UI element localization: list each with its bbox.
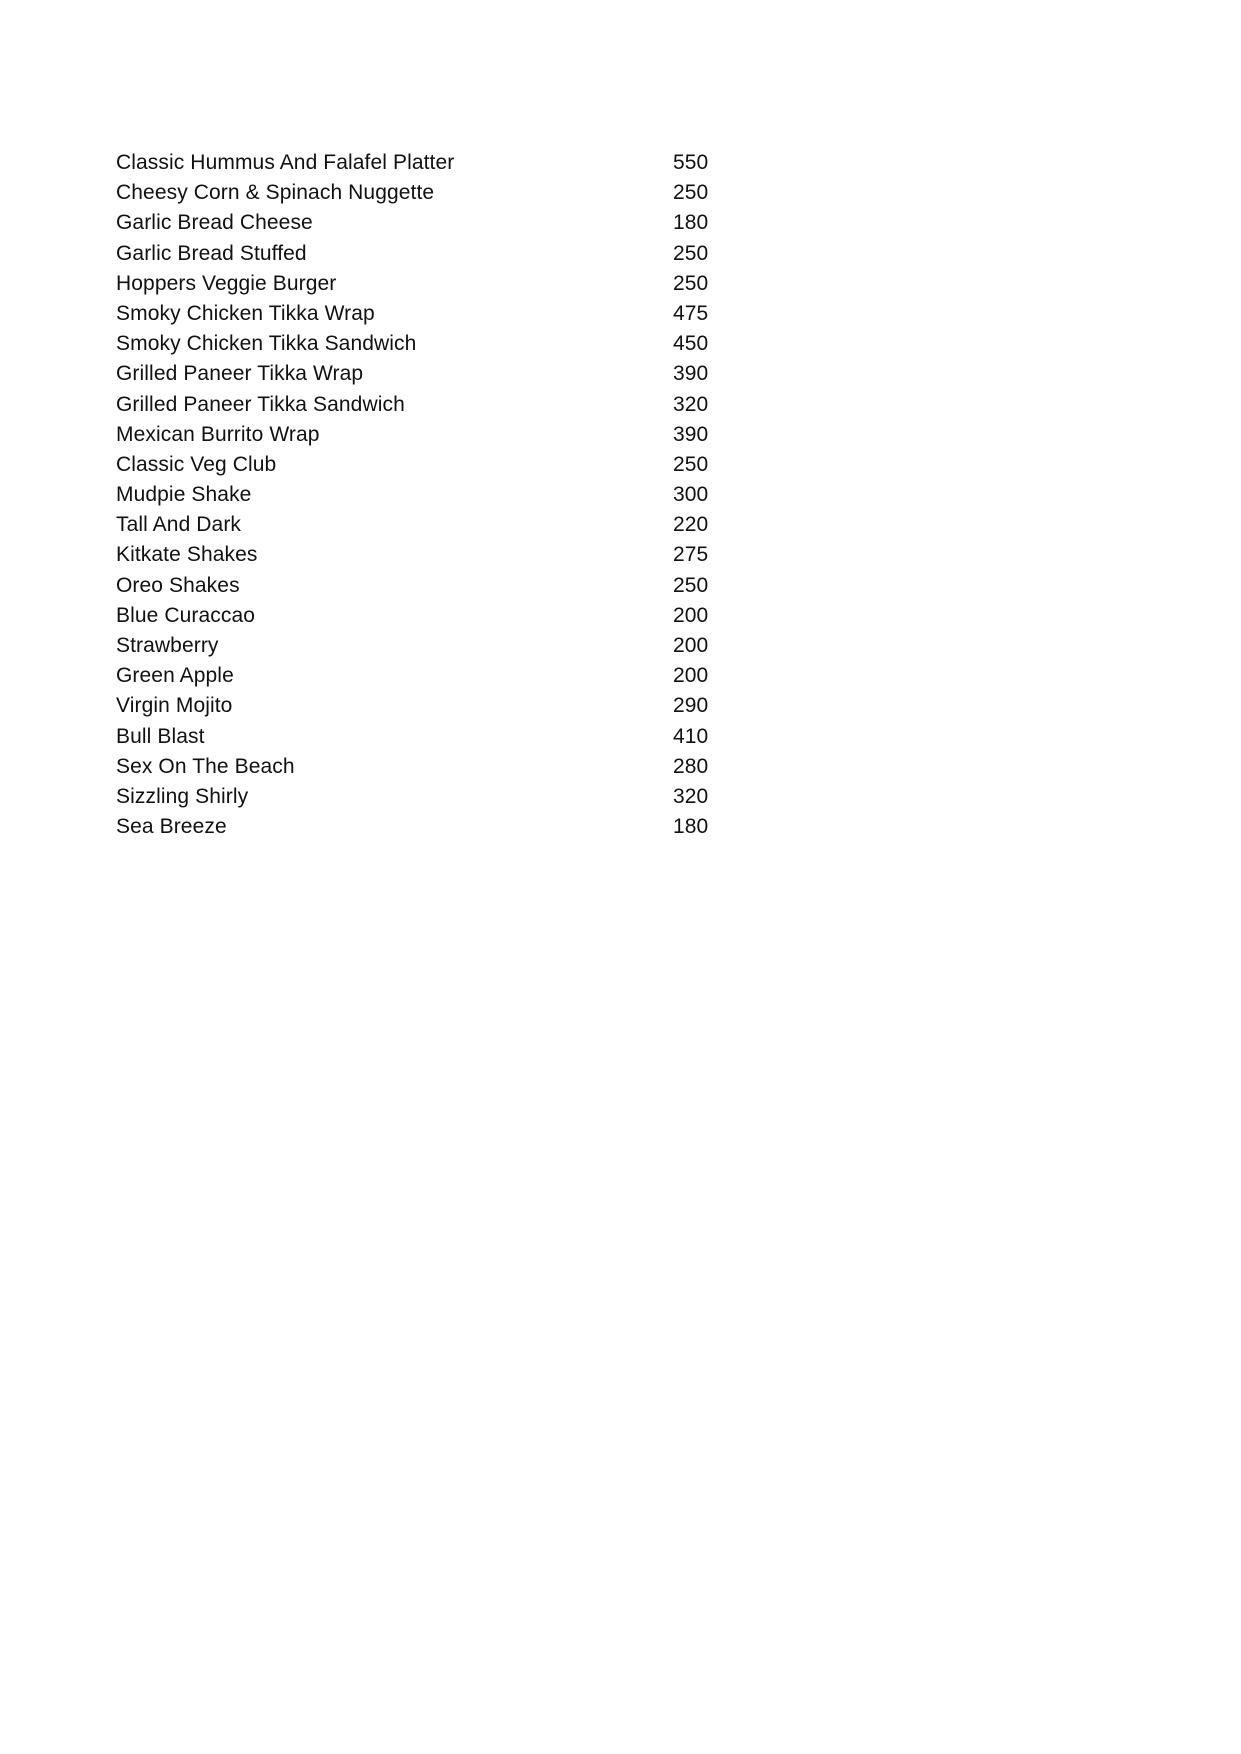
menu-item-name: Grilled Paneer Tikka Wrap	[116, 362, 364, 386]
menu-item-name: Green Apple	[116, 664, 234, 688]
menu-item-name: Virgin Mojito	[116, 694, 233, 718]
menu-item-price: 200	[673, 664, 709, 688]
menu-item-name: Oreo Shakes	[116, 573, 240, 597]
menu-item-name: Classic Veg Club	[116, 452, 277, 476]
menu-item-price: 280	[673, 754, 709, 778]
menu-item-name: Bull Blast	[116, 724, 205, 748]
menu-item-price: 410	[673, 724, 709, 748]
menu-item-name: Garlic Bread Stuffed	[116, 241, 307, 265]
menu-item-price: 450	[673, 332, 709, 356]
menu-item-price: 300	[673, 483, 709, 507]
menu-item-row	[116, 420, 716, 450]
menu-item-price: 250	[673, 452, 709, 476]
menu-item-price: 390	[673, 362, 709, 386]
menu-item-row	[116, 812, 716, 842]
menu-item-row	[116, 510, 716, 540]
menu-item-name: Mexican Burrito Wrap	[116, 422, 320, 446]
menu-item-row	[116, 450, 716, 480]
menu-item-row	[116, 661, 716, 691]
menu-item-price: 320	[673, 784, 709, 808]
menu-item-name: Strawberry	[116, 634, 219, 657]
menu-item-row	[116, 752, 716, 782]
menu-item-name: Sex On The Beach	[116, 754, 295, 778]
menu-item-price: 475	[673, 301, 709, 325]
menu-item-row	[116, 782, 716, 812]
menu-item-name: Smoky Chicken Tikka Sandwich	[116, 332, 417, 356]
menu-item-price: 180	[673, 211, 709, 235]
menu-item-name: Tall And Dark	[116, 513, 242, 537]
menu-item-name: Kitkate Shakes	[116, 543, 258, 567]
menu-item-name: Smoky Chicken Tikka Wrap	[116, 301, 375, 325]
menu-item-price: 250	[673, 573, 709, 597]
menu-item-name: Mudpie Shake	[116, 483, 252, 507]
menu-item-price: 290	[673, 694, 709, 718]
menu-item-price: 180	[673, 815, 709, 839]
menu-item-name: Garlic Bread Cheese	[116, 211, 313, 235]
menu-item-name: Classic Hummus And Falafel Platter	[116, 151, 455, 174]
menu-item-row	[116, 571, 716, 601]
menu-item-row	[116, 691, 716, 721]
menu-item-row	[116, 359, 716, 389]
menu-item-row	[116, 540, 716, 570]
menu-item-row	[116, 208, 716, 238]
menu-item-price: 200	[673, 634, 709, 657]
menu-item-row	[116, 269, 716, 299]
menu-item-price: 200	[673, 603, 709, 627]
menu-item-name: Hoppers Veggie Burger	[116, 271, 337, 295]
menu-item-price: 250	[673, 271, 709, 295]
menu-item-name: Sizzling Shirly	[116, 784, 249, 808]
menu-item-price: 250	[673, 241, 709, 265]
menu-item-row	[116, 480, 716, 510]
menu-item-price: 390	[673, 422, 709, 446]
menu-item-row	[116, 722, 716, 752]
menu-item-name: Cheesy Corn & Spinach Nuggette	[116, 181, 435, 205]
menu-item-price: 275	[673, 543, 709, 567]
menu-item-price: 320	[673, 392, 709, 416]
menu-item-row	[116, 239, 716, 269]
menu-item-name: Sea Breeze	[116, 815, 227, 839]
menu-item-name: Grilled Paneer Tikka Sandwich	[116, 392, 405, 416]
menu-item-price: 220	[673, 513, 709, 537]
menu-item-row	[116, 390, 716, 420]
menu-item-name: Blue Curaccao	[116, 603, 256, 627]
menu-price-list	[116, 148, 716, 842]
menu-item-row	[116, 178, 716, 208]
menu-item-row	[116, 601, 716, 631]
menu-item-row	[116, 148, 716, 178]
menu-item-price: 250	[673, 181, 709, 205]
menu-item-row	[116, 329, 716, 359]
menu-item-row	[116, 299, 716, 329]
menu-item-row	[116, 631, 716, 661]
menu-item-price: 550	[673, 151, 709, 174]
